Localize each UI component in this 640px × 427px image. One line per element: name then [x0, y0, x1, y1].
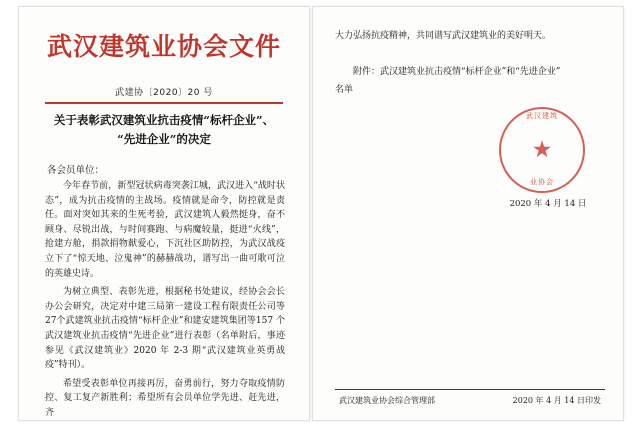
- seal-bottom-text: 业协会: [530, 178, 554, 186]
- document-title: 武汉建筑业协会文件: [46, 32, 281, 61]
- document-page-right: [312, 6, 624, 421]
- document-page-left: [18, 6, 310, 421]
- seal-date: 2020 年 4 月 14 日: [509, 199, 587, 209]
- subject-line-2: “先进企业”的决定: [117, 132, 211, 146]
- document-subject: [45, 111, 283, 149]
- continuation-text: 大力弘扬抗疫精神，共同谱写武汉建筑业的美好明天。: [335, 31, 552, 41]
- red-divider-rule: [45, 102, 283, 104]
- document-number: 武建协〔2020〕20 号: [115, 88, 213, 98]
- footer-print-date: 2020 年 4 月 14 日印发: [512, 396, 601, 405]
- star-icon: ★: [531, 137, 553, 163]
- document-body: [45, 179, 285, 425]
- body-paragraph: 今年春节前，新型冠状病毒突袭江城，武汉进入“战时状态”，成为抗击疫情的主战场。疫情就是命令，防控就是责任。面对突如其来的生死考验，武汉建筑人毅然挺身，奋不顾身、尽锐出战，与时间赛跑、与病魔较量，挺进“火线”，抢建方舱，捐款捐物献爱心，下沉社区助防控，为武汉战疫立下了“惊天地、泣鬼神”的赫赫战功，谱写出一曲可歌可泣的英雄史诗。: [45, 181, 285, 279]
- body-paragraph: 希望受表彰单位再接再厉，奋勇前行，努力夺取疫情防控、复工复产新胜利；希望所有会员单位学先进、赶先进，齐: [45, 378, 285, 418]
- footer-issuer: 武汉建筑业协会综合管理部: [339, 396, 435, 405]
- attachment-line-2: 名单: [335, 85, 354, 95]
- subject-line-1: 关于表彰武汉建筑业抗击疫情“标杆企业”、: [53, 113, 275, 127]
- footer-divider: [335, 389, 605, 390]
- seal-top-text: 武汉建筑: [526, 112, 558, 120]
- attachment-line-1: 附件：武汉建筑业抗击疫情“标杆企业”和“先进企业”: [353, 67, 561, 77]
- salutation: 各会员单位：: [47, 165, 105, 176]
- body-paragraph: 为树立典型、表彰先进，根据秘书处建议，经协会会长办公会研究，决定对中建三局第一建设工程有限责任公司等27个武建筑业抗击疫情“标杆企业”和建安建筑集团等157 个武汉建筑业抗击疫情“先进企业”进行表彰（名单附后，事迹参见《武汉建筑业》2020 年 2-3 期“武汉建筑业英勇战疫”特刊）。: [45, 287, 285, 371]
